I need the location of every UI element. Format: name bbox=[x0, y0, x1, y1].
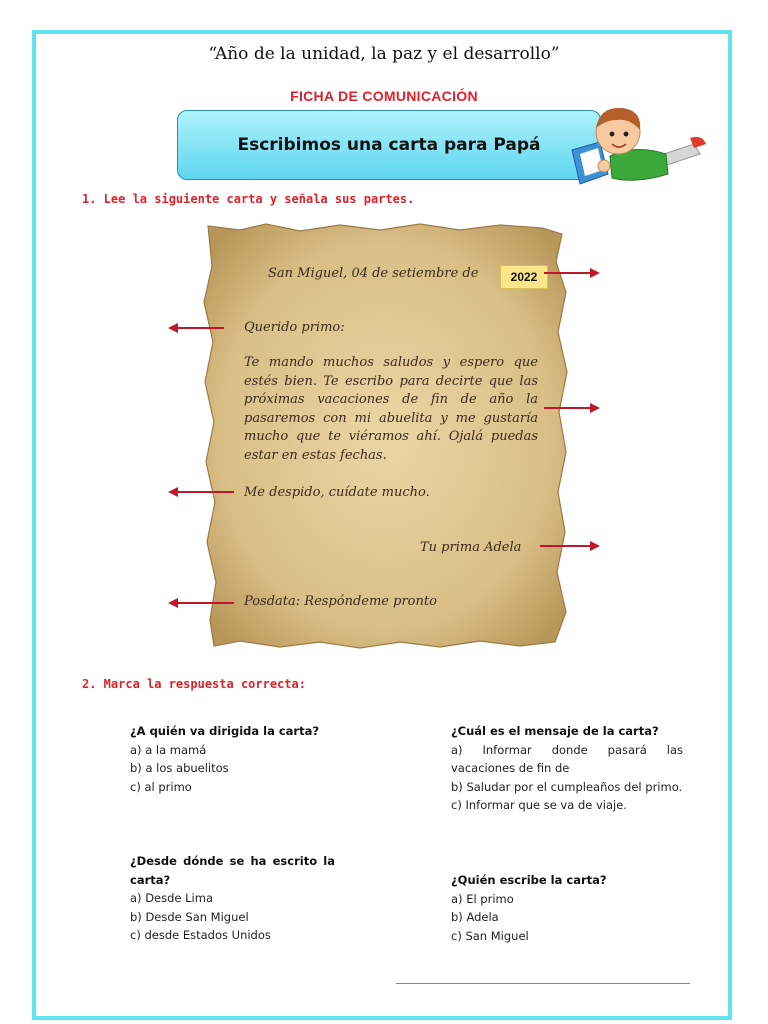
quiz-option[interactable]: b) Saludar por el cumpleaños del primo. bbox=[451, 779, 683, 794]
arrow-right-date-icon bbox=[544, 266, 602, 280]
quiz-item-recipient bbox=[130, 722, 335, 796]
quiz-option[interactable]: c) al primo bbox=[130, 779, 192, 794]
quiz-option[interactable]: a) Desde Lima bbox=[130, 891, 213, 905]
quiz-option[interactable]: a) Informar donde pasará las vacaciones de fin de bbox=[451, 742, 683, 775]
quiz-option[interactable]: c) Informar que se va de viaje. bbox=[451, 798, 627, 812]
quiz-item-message bbox=[451, 722, 683, 815]
quiz-question: ¿Cuál es el mensaje de la carta? bbox=[451, 724, 659, 738]
quiz-question: ¿Desde dónde se ha escrito la carta? bbox=[130, 854, 335, 887]
letter-place-date: San Miguel, 04 de setiembre de bbox=[268, 266, 479, 281]
boy-reading-illustration bbox=[566, 104, 710, 192]
worksheet-label: FICHA DE COMUNICACIÓN bbox=[290, 88, 478, 104]
quiz-option[interactable]: c) San Miguel bbox=[451, 928, 529, 943]
arrow-left-greeting-icon bbox=[166, 321, 224, 335]
quiz-item-writer bbox=[451, 871, 683, 945]
quiz-question: ¿Quién escribe la carta? bbox=[451, 873, 607, 887]
quiz-item-origin bbox=[130, 852, 335, 945]
quiz-option[interactable]: a) a la mamá bbox=[130, 742, 207, 757]
motto-heading: “Año de la unidad, la paz y el desarrollo” bbox=[208, 44, 560, 64]
letter-body: Te mando muchos saludos y espero que estés bien. Te escribo para decirte que las próximas vacaciones de fin de año la pasaremos con mi abuelita y me gustaría mucho que te viéramos ahí. Ojalá puedas estar en estas fechas. bbox=[244, 355, 538, 463]
letter-year-box: 2022 bbox=[500, 265, 548, 289]
quiz-option[interactable]: a) El primo bbox=[451, 891, 514, 906]
quiz-option[interactable]: c) desde Estados Unidos bbox=[130, 928, 271, 942]
arrow-right-signature-icon bbox=[540, 539, 602, 553]
signature-line bbox=[396, 983, 690, 984]
quiz-option[interactable]: b) Adela bbox=[451, 910, 499, 924]
arrow-left-postscript-icon bbox=[166, 596, 234, 610]
letter-postscript: Posdata: Respóndeme pronto bbox=[244, 594, 437, 609]
arrow-right-body-icon bbox=[544, 401, 602, 415]
title-banner bbox=[177, 110, 601, 180]
quiz-option[interactable]: b) a los abuelitos bbox=[130, 761, 229, 775]
letter-greeting: Querido primo: bbox=[244, 320, 345, 335]
letter-farewell: Me despido, cuídate mucho. bbox=[244, 485, 430, 500]
quiz-option[interactable]: b) Desde San Miguel bbox=[130, 909, 249, 924]
arrow-left-farewell-icon bbox=[166, 485, 234, 499]
quiz-question: ¿A quién va dirigida la carta? bbox=[130, 724, 320, 738]
letter-signature: Tu prima Adela bbox=[420, 540, 522, 555]
question-1-heading: 1. Lee la siguiente carta y señala sus partes. bbox=[82, 192, 415, 206]
page-title: Escribimos una carta para Papá bbox=[237, 135, 541, 155]
question-2-heading: 2. Marca la respuesta correcta: bbox=[82, 677, 306, 691]
